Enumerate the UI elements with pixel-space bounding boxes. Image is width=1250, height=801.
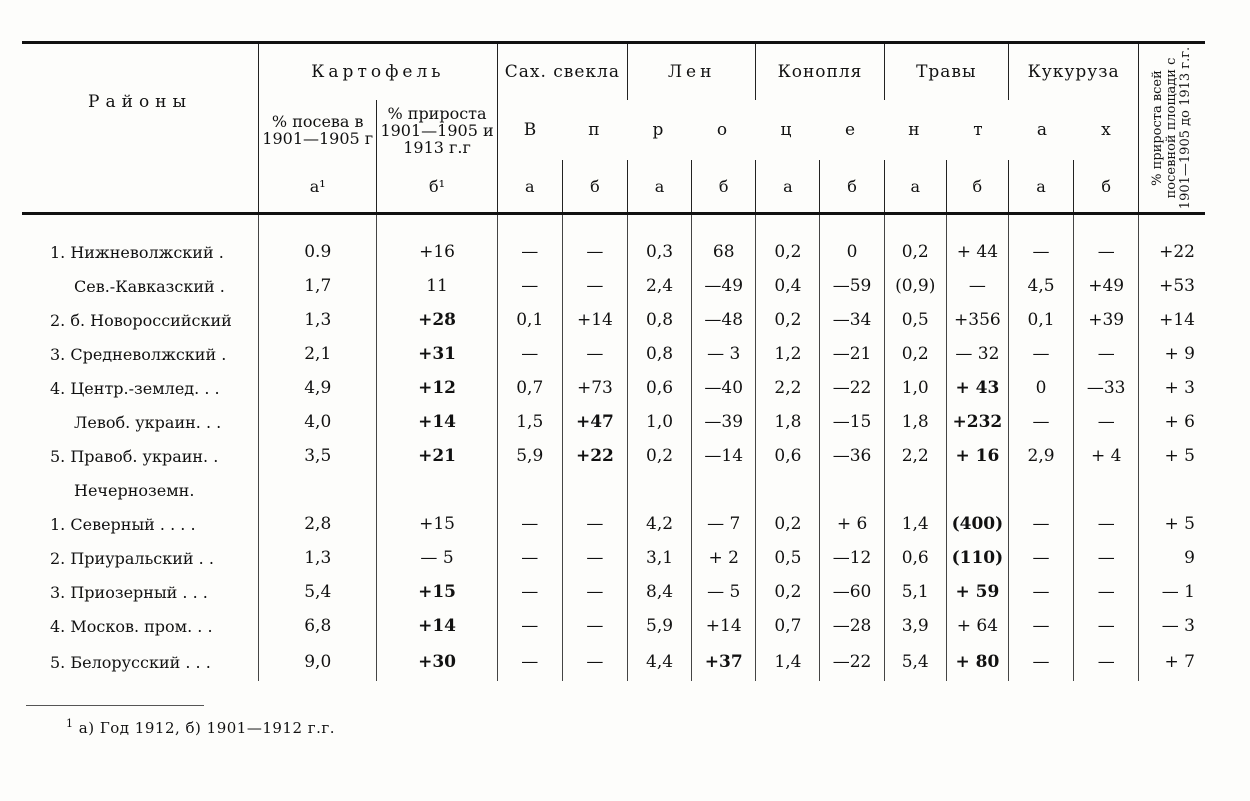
table-row xyxy=(22,303,1205,337)
table-cell: — xyxy=(497,541,562,575)
table-cell: (0,9) xyxy=(884,269,946,303)
spacer-cell xyxy=(884,214,946,236)
table-cell: 0,5 xyxy=(756,541,820,575)
table-row xyxy=(22,235,1205,269)
region-name: 3. Приозерный . . . xyxy=(50,582,208,602)
table-cell: + 44 xyxy=(946,235,1008,269)
table-cell: + 5 xyxy=(1139,439,1205,473)
table-cell: —48 xyxy=(692,303,756,337)
table-cell xyxy=(497,473,562,507)
table-cell: — xyxy=(1074,507,1139,541)
table-cell: 0,3 xyxy=(628,235,692,269)
table-cell xyxy=(1008,473,1073,507)
table-cell xyxy=(946,473,1008,507)
table-cell: 0 xyxy=(820,235,884,269)
spacer-cell xyxy=(628,214,692,236)
table-cell: 4,0 xyxy=(259,405,377,439)
spacer-cell xyxy=(820,214,884,236)
table-cell: 1,5 xyxy=(497,405,562,439)
letter-header: б xyxy=(946,160,1008,214)
footnote xyxy=(66,717,335,737)
table-row xyxy=(22,541,1205,575)
region-name: 2. Приуральский . . xyxy=(50,548,214,568)
region-letter-spacer xyxy=(22,160,259,214)
table-cell: +14 xyxy=(1139,303,1205,337)
table-cell: + 4 xyxy=(1074,439,1139,473)
table-cell: +39 xyxy=(1074,303,1139,337)
region-name: 4. Центр.-землед. . . xyxy=(50,378,220,398)
footnote-text: а) Год 1912, б) 1901—1912 г.г. xyxy=(78,719,336,737)
table-cell: —15 xyxy=(820,405,884,439)
table-cell: — 1 xyxy=(1139,575,1205,609)
percent-letter: о xyxy=(716,119,728,140)
table-cell: +31 xyxy=(377,337,497,371)
table-cell: — xyxy=(497,643,562,681)
table-cell xyxy=(628,473,692,507)
table-cell: — xyxy=(497,269,562,303)
table-cell: — xyxy=(562,507,627,541)
table-cell: +53 xyxy=(1139,269,1205,303)
table-cell: 2,9 xyxy=(1008,439,1073,473)
table-cell: 5,4 xyxy=(884,643,946,681)
spacer-cell xyxy=(946,214,1008,236)
table-cell: — xyxy=(946,269,1008,303)
letter-header: а xyxy=(756,160,820,214)
letter-header: а xyxy=(1008,160,1073,214)
table-cell: 1,7 xyxy=(259,269,377,303)
table-cell: 11 xyxy=(377,269,497,303)
table-cell: +49 xyxy=(1074,269,1139,303)
table-cell: — xyxy=(497,507,562,541)
letter-header: б¹ xyxy=(377,160,497,214)
table-cell: + 59 xyxy=(946,575,1008,609)
table-cell: — xyxy=(1074,609,1139,643)
table-cell: — xyxy=(562,541,627,575)
table-cell: + 2 xyxy=(692,541,756,575)
table-cell: +12 xyxy=(377,371,497,405)
table-cell: 1,3 xyxy=(259,541,377,575)
table-cell: —60 xyxy=(820,575,884,609)
table-cell: — xyxy=(497,337,562,371)
table-cell: — 5 xyxy=(377,541,497,575)
table-cell: — xyxy=(1008,405,1073,439)
table-cell xyxy=(259,473,377,507)
letter-header: б xyxy=(692,160,756,214)
table-row xyxy=(22,575,1205,609)
table-cell: 4,9 xyxy=(259,371,377,405)
footnote-rule xyxy=(26,705,204,706)
table-cell: +22 xyxy=(562,439,627,473)
spacer-cell xyxy=(1008,214,1073,236)
table-cell: (400) xyxy=(946,507,1008,541)
table-cell: — xyxy=(1074,337,1139,371)
spacer-cell xyxy=(692,214,756,236)
region-name: 1. Северный . . . . xyxy=(50,514,196,534)
table-cell: — 32 xyxy=(946,337,1008,371)
percent-letter: п xyxy=(588,119,600,140)
table-cell: — xyxy=(1008,643,1073,681)
table-row xyxy=(22,405,1205,439)
group-header-corn: Кукуруза xyxy=(1008,43,1138,101)
letter-header: а xyxy=(497,160,562,214)
region-name: 5. Правоб. украин. . xyxy=(50,446,219,466)
table-cell: + 16 xyxy=(946,439,1008,473)
table-cell: 1,0 xyxy=(884,371,946,405)
table-cell: 0,4 xyxy=(756,269,820,303)
spacer-row xyxy=(22,214,1205,236)
table-cell: — xyxy=(1074,575,1139,609)
table-cell: 9,0 xyxy=(259,643,377,681)
table-cell: 2,8 xyxy=(259,507,377,541)
table-cell: 0.9 xyxy=(259,235,377,269)
last-column-label: % прироста всей посевной площади с 1901—1905 до 1913 г.г. xyxy=(1150,46,1194,210)
table-cell: +14 xyxy=(377,609,497,643)
table-cell: — xyxy=(1074,643,1139,681)
table-cell: — xyxy=(1074,235,1139,269)
table-cell xyxy=(884,473,946,507)
table-cell: — xyxy=(562,269,627,303)
region-name: Левоб. украин. . . xyxy=(74,412,222,432)
table-cell: 3,5 xyxy=(259,439,377,473)
table-cell: 0,5 xyxy=(884,303,946,337)
table-cell: 1,8 xyxy=(884,405,946,439)
table-cell: +47 xyxy=(562,405,627,439)
table-cell: — xyxy=(1008,609,1073,643)
table-cell: — 7 xyxy=(692,507,756,541)
spacer-cell xyxy=(22,214,259,236)
region-column-header: Районы xyxy=(22,43,259,161)
table-cell: —34 xyxy=(820,303,884,337)
letter-header: б xyxy=(1074,160,1139,214)
table-cell: — xyxy=(1008,575,1073,609)
table-cell: — xyxy=(497,235,562,269)
spacer-cell xyxy=(1074,214,1139,236)
table-cell xyxy=(692,473,756,507)
region-name: 5. Белорусский . . . xyxy=(50,652,211,672)
table-cell: + 6 xyxy=(1139,405,1205,439)
group-header-grasses: Травы xyxy=(884,43,1008,101)
table-cell: — xyxy=(562,609,627,643)
table-cell: +15 xyxy=(377,507,497,541)
table-cell: — 3 xyxy=(1139,609,1205,643)
table-cell: + 6 xyxy=(820,507,884,541)
table-cell: + 64 xyxy=(946,609,1008,643)
region-name: 4. Москов. пром. . . xyxy=(50,616,213,636)
region-name: Нечерноземн. xyxy=(74,480,195,500)
table-cell: 0,2 xyxy=(628,439,692,473)
table-cell: 5,9 xyxy=(628,609,692,643)
table-cell: 0,1 xyxy=(497,303,562,337)
table-cell xyxy=(756,473,820,507)
table-cell: 1,2 xyxy=(756,337,820,371)
region-name: 1. Нижневолжский . xyxy=(50,242,224,262)
group-header-potato: Картофель xyxy=(259,43,498,101)
table-cell: — xyxy=(562,235,627,269)
table-cell: — 3 xyxy=(692,337,756,371)
table-row xyxy=(22,643,1205,681)
table-cell: + 7 xyxy=(1139,643,1205,681)
table-cell: —39 xyxy=(692,405,756,439)
table-cell: —33 xyxy=(1074,371,1139,405)
table-cell: 2,4 xyxy=(628,269,692,303)
footnote-mark: 1 xyxy=(66,717,74,730)
table-row xyxy=(22,269,1205,303)
percent-letter: т xyxy=(973,119,983,140)
table-cell: — xyxy=(497,609,562,643)
percent-header xyxy=(497,100,1139,160)
table-cell: — xyxy=(562,643,627,681)
table-cell: —36 xyxy=(820,439,884,473)
table-cell: 2,2 xyxy=(756,371,820,405)
table-body xyxy=(22,214,1205,682)
table-header xyxy=(22,43,1205,214)
table-cell: +16 xyxy=(377,235,497,269)
letter-header: а¹ xyxy=(259,160,377,214)
table-cell: 5,1 xyxy=(884,575,946,609)
percent-letter: н xyxy=(908,119,920,140)
table-cell: 1,0 xyxy=(628,405,692,439)
letter-header: а xyxy=(884,160,946,214)
table-row xyxy=(22,507,1205,541)
table-cell: +14 xyxy=(692,609,756,643)
table-cell: 2,1 xyxy=(259,337,377,371)
table-cell xyxy=(377,473,497,507)
table-cell: + 80 xyxy=(946,643,1008,681)
percent-letter: е xyxy=(844,119,855,140)
table-cell: 0,1 xyxy=(1008,303,1073,337)
table-cell: —14 xyxy=(692,439,756,473)
spacer-cell xyxy=(259,214,377,236)
table-cell: + 3 xyxy=(1139,371,1205,405)
table-cell: 1,8 xyxy=(756,405,820,439)
letter-header: б xyxy=(820,160,884,214)
table-cell: 9 xyxy=(1139,541,1205,575)
table-cell: 0,6 xyxy=(628,371,692,405)
letter-header: б xyxy=(562,160,627,214)
table-cell: 0,6 xyxy=(756,439,820,473)
table-cell: +15 xyxy=(377,575,497,609)
table-cell: 0,2 xyxy=(884,337,946,371)
table-cell: —59 xyxy=(820,269,884,303)
spacer-cell xyxy=(1139,214,1205,236)
table-cell xyxy=(562,473,627,507)
percent-letter: ц xyxy=(780,119,792,140)
table-cell: — 5 xyxy=(692,575,756,609)
table-cell: —12 xyxy=(820,541,884,575)
region-name: 2. б. Новороссийский xyxy=(50,310,232,330)
table-cell: 4,5 xyxy=(1008,269,1073,303)
table-cell: 0,7 xyxy=(497,371,562,405)
region-name: Сев.-Кавказский . xyxy=(74,276,225,296)
table-cell xyxy=(1139,473,1205,507)
table-cell: 3,9 xyxy=(884,609,946,643)
table-cell: + 9 xyxy=(1139,337,1205,371)
percent-letter: В xyxy=(523,119,537,140)
region-name: 3. Средневолжский . xyxy=(50,344,227,364)
table-cell: 68 xyxy=(692,235,756,269)
table-cell: 1,4 xyxy=(756,643,820,681)
table-cell: 0,7 xyxy=(756,609,820,643)
table-cell: (110) xyxy=(946,541,1008,575)
letter-header: а xyxy=(628,160,692,214)
percent-letter: р xyxy=(652,119,664,140)
table-cell: 4,4 xyxy=(628,643,692,681)
table-cell: — xyxy=(497,575,562,609)
table-cell: 0,8 xyxy=(628,303,692,337)
table-cell: 6,8 xyxy=(259,609,377,643)
table-cell: —28 xyxy=(820,609,884,643)
table-cell: —22 xyxy=(820,371,884,405)
table-cell: 0,2 xyxy=(756,507,820,541)
spacer-cell xyxy=(562,214,627,236)
spacer-cell xyxy=(756,214,820,236)
group-header-hemp: Конопля xyxy=(756,43,884,101)
table-cell: — xyxy=(1008,507,1073,541)
table-row xyxy=(22,371,1205,405)
table-cell: —21 xyxy=(820,337,884,371)
table-cell: 0,2 xyxy=(756,303,820,337)
table-cell: —22 xyxy=(820,643,884,681)
table-cell: +232 xyxy=(946,405,1008,439)
table-cell: — xyxy=(1074,541,1139,575)
table-cell: +37 xyxy=(692,643,756,681)
table-cell: 0,8 xyxy=(628,337,692,371)
table-cell: +28 xyxy=(377,303,497,337)
table-cell: +30 xyxy=(377,643,497,681)
table-cell: 0,2 xyxy=(884,235,946,269)
group-header-sugar-beet: Сах. свекла xyxy=(497,43,627,101)
table-cell: +14 xyxy=(562,303,627,337)
table-cell: 1,3 xyxy=(259,303,377,337)
table-cell: + 5 xyxy=(1139,507,1205,541)
table-cell: 2,2 xyxy=(884,439,946,473)
table-row xyxy=(22,609,1205,643)
group-header-flax: Лен xyxy=(628,43,756,101)
table-cell: +21 xyxy=(377,439,497,473)
table-cell: —40 xyxy=(692,371,756,405)
table-cell: — xyxy=(1074,405,1139,439)
table-cell: 4,2 xyxy=(628,507,692,541)
table-cell xyxy=(1074,473,1139,507)
spacer-cell xyxy=(497,214,562,236)
table-cell: +356 xyxy=(946,303,1008,337)
percent-letter: х xyxy=(1101,119,1111,140)
potato-sub-header-2: % прироста 1901—1905 и 1913 г.г xyxy=(377,100,497,160)
percent-letter: а xyxy=(1036,119,1048,140)
table-cell: — xyxy=(1008,337,1073,371)
table-cell: — xyxy=(562,575,627,609)
data-table xyxy=(22,41,1205,681)
table-cell: 8,4 xyxy=(628,575,692,609)
table-row xyxy=(22,337,1205,371)
table-cell: 5,9 xyxy=(497,439,562,473)
potato-sub-header-1: % посева в 1901—1905 г xyxy=(259,100,377,160)
table-cell: +22 xyxy=(1139,235,1205,269)
table-cell: — xyxy=(562,337,627,371)
last-column-header xyxy=(1139,43,1205,214)
table-cell: — xyxy=(1008,235,1073,269)
spacer-cell xyxy=(377,214,497,236)
table-cell: 0,6 xyxy=(884,541,946,575)
table-cell: 0,2 xyxy=(756,575,820,609)
table-cell: 1,4 xyxy=(884,507,946,541)
table-cell: — xyxy=(1008,541,1073,575)
table-cell: 3,1 xyxy=(628,541,692,575)
table-cell: + 43 xyxy=(946,371,1008,405)
table-cell: +14 xyxy=(377,405,497,439)
table-row xyxy=(22,439,1205,473)
table-cell: 5,4 xyxy=(259,575,377,609)
table-cell: +73 xyxy=(562,371,627,405)
table-cell: —49 xyxy=(692,269,756,303)
section-heading-row xyxy=(22,473,1205,507)
table-cell xyxy=(820,473,884,507)
table-cell: 0,2 xyxy=(756,235,820,269)
table-cell: 0 xyxy=(1008,371,1073,405)
